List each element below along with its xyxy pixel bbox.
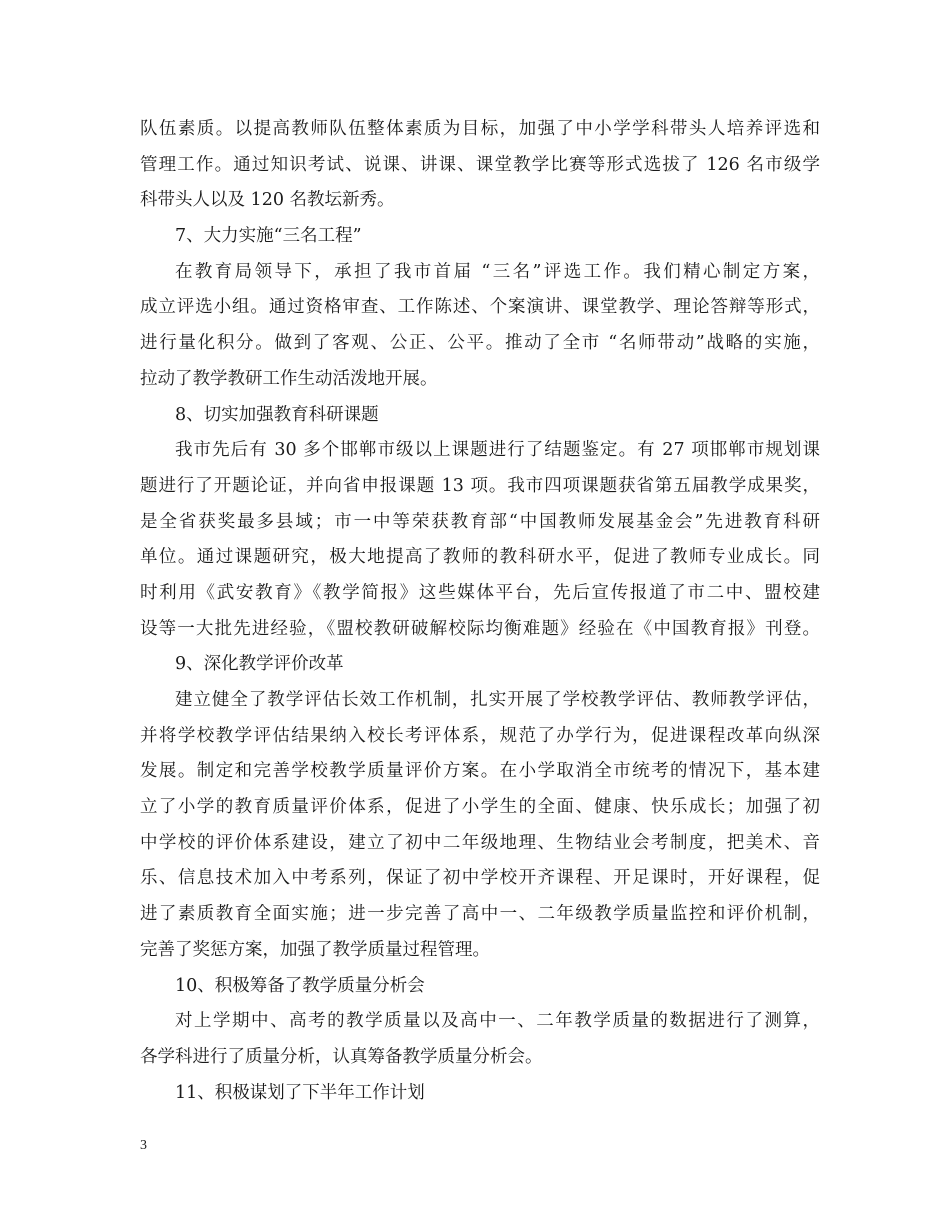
- text-line: 时利用《武安教育》《教学简报》这些媒体平台，先后宣传报道了市二中、盟校建: [140, 582, 820, 603]
- text-line: 11、积极谋划了下半年工作计划: [175, 1082, 425, 1103]
- text-line: 完善了奖惩方案，加强了教学质量过程管理。: [140, 939, 490, 960]
- text-line: 8、切实加强教育科研课题: [175, 404, 379, 425]
- page-number: 3: [140, 1138, 147, 1153]
- text-line: 单位。通过课题研究，极大地提高了教师的教科研水平，促进了教师专业成长。同: [140, 547, 820, 568]
- document-body: [140, 112, 820, 1111]
- text-line: 拉动了教学教研工作生动活泼地开展。: [140, 368, 438, 389]
- text-line: 并将学校教学评估结果纳入校长考评体系，规范了办学行为，促进课程改革向纵深: [140, 725, 820, 746]
- text-line: 10、积极筹备了教学质量分析会: [175, 975, 425, 996]
- text-line: 管理工作。通过知识考试、说课、讲课、课堂教学比赛等形式选拔了 126 名市级学: [140, 154, 820, 175]
- text-line: 各学科进行了质量分析，认真筹备教学质量分析会。: [140, 1046, 543, 1067]
- text-line: 立了小学的教育质量评价体系，促进了小学生的全面、健康、快乐成长；加强了初: [140, 797, 820, 818]
- text-line: 中学校的评价体系建设，建立了初中二年级地理、生物结业会考制度，把美术、音: [140, 832, 820, 853]
- text-line: 进了素质教育全面实施；进一步完善了高中一、二年级教学质量监控和评价机制，: [140, 904, 820, 925]
- text-line: 建立健全了教学评估长效工作机制，扎实开展了学校教学评估、教师教学评估，: [175, 690, 820, 710]
- text-line: 队伍素质。以提高教师队伍整体素质为目标，加强了中小学学科带头人培养评选和: [140, 119, 820, 139]
- text-line: 科带头人以及 120 名教坛新秀。: [140, 190, 395, 211]
- text-line: 乐、信息技术加入中考系列，保证了初中学校开齐课程、开足课时，开好课程，促: [140, 868, 820, 889]
- text-line: 我市先后有 30 多个邯郸市级以上课题进行了结题鉴定。有 27 项邯郸市规划课: [175, 440, 820, 461]
- text-line: 9、深化教学评价改革: [175, 654, 344, 675]
- text-line: 成立评选小组。通过资格审查、工作陈述、个案演讲、课堂教学、理论答辩等形式，: [140, 297, 820, 318]
- text-line: 进行量化积分。做到了客观、公正、公平。推动了全市 “名师带动”战略的实施，: [140, 333, 820, 354]
- text-line: 对上学期中、高考的教学质量以及高中一、二年教学质量的数据进行了测算，: [175, 1011, 820, 1032]
- text-line: 题进行了开题论证，并向省申报课题 13 项。我市四项课题获省第五届教学成果奖，: [140, 475, 820, 496]
- text-line: 设等一大批先进经验，《盟校教研破解校际均衡难题》经验在《中国教育报》刊登。: [140, 618, 820, 639]
- text-line: 是全省获奖最多县域；市一中等荣获教育部“中国教师发展基金会”先进教育科研: [140, 511, 820, 532]
- text-line: 7、大力实施“三名工程”: [175, 226, 362, 247]
- text-line: 在教育局领导下，承担了我市首届 “三名”评选工作。我们精心制定方案，: [175, 261, 820, 282]
- text-line: 发展。制定和完善学校教学质量评价方案。在小学取消全市统考的情况下，基本建: [140, 761, 820, 782]
